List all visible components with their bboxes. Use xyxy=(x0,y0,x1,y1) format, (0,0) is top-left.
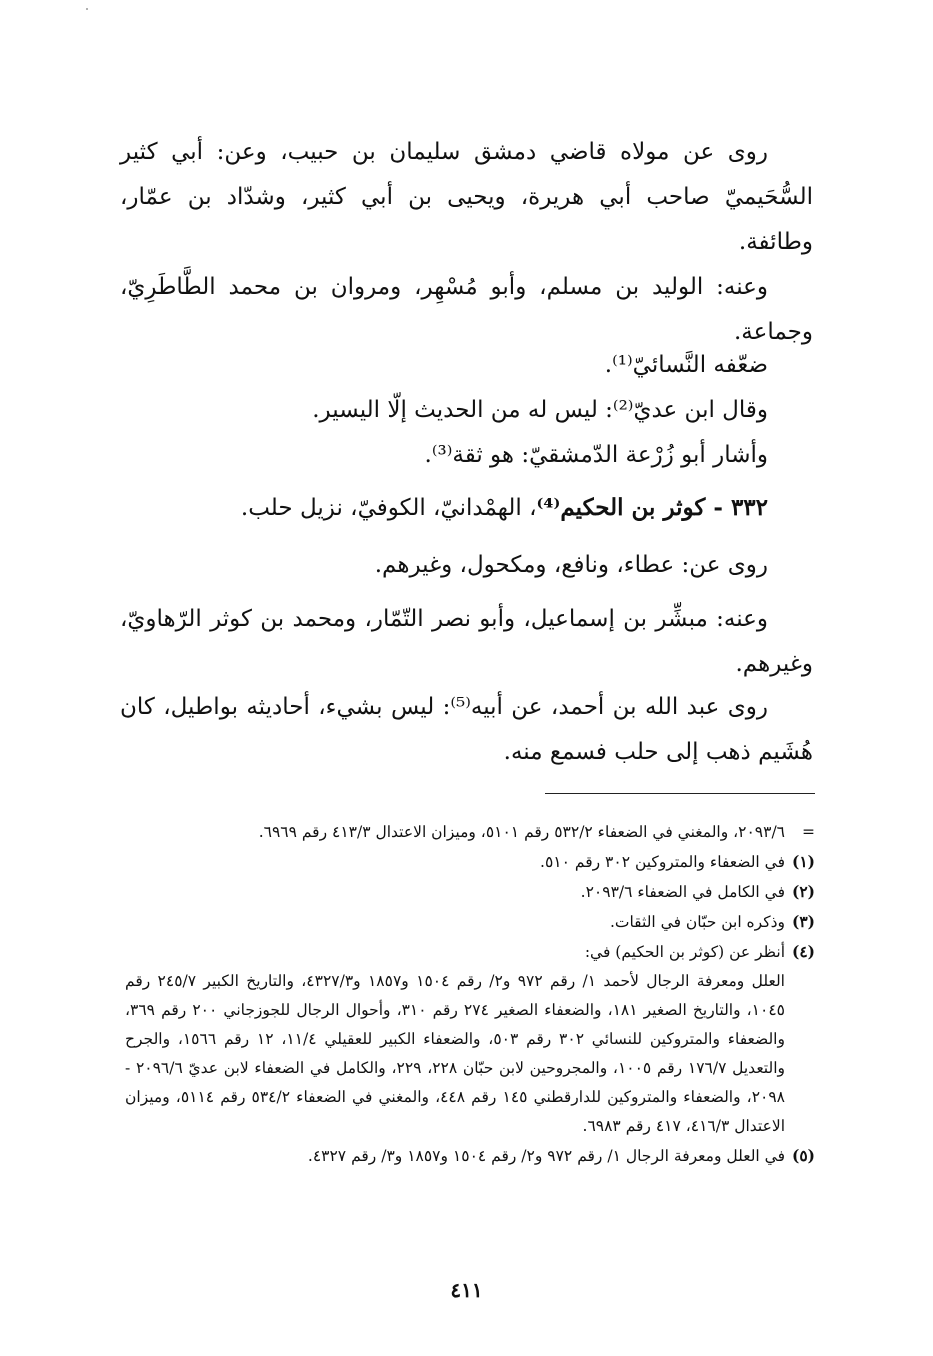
main-text-group-5 xyxy=(120,597,813,687)
main-text-group-4 xyxy=(120,543,813,588)
paragraph-entry-narrated-from: روى عن: عطاء، ونافع، ومكحول، وغيرهم. xyxy=(374,552,768,578)
paragraph-narrators-from-him: وعنه: الوليد بن مسلم، وأبو مُسْهِر، ومروان بن محمد الطَّاطَرِيّ، وجماعة. xyxy=(120,274,813,345)
footnote-text: في الكامل في الضعفاء ٢٠٩٣/٦. xyxy=(580,883,785,901)
entry-nisba: ، الهمْدانيّ، الكوفيّ، نزيل حلب. xyxy=(240,495,537,521)
footnote-2 xyxy=(125,877,815,907)
page-number: ٤١١ xyxy=(450,1278,483,1302)
line-ibn-adi: وقال ابن عديّ⁽²⁾: ليس له من الحديث إلّا اليسير. xyxy=(312,397,768,423)
footnote-1 xyxy=(125,847,815,877)
entry-332 xyxy=(120,485,813,531)
biography-entry-heading xyxy=(120,485,813,531)
footnote-number: (١) xyxy=(791,852,815,871)
main-text-group-6 xyxy=(120,685,813,775)
main-text-group-3 xyxy=(120,343,813,478)
line-abu-zura: وأشار أبو زُرْعة الدّمشقيّ: هو ثقة⁽³⁾. xyxy=(424,442,768,468)
footnote-number: (٣) xyxy=(791,912,815,931)
footnote-number: (٥) xyxy=(791,1146,815,1165)
paragraph-abdullah-ibn-ahmad: روى عبد الله بن أحمد، عن أبيه⁽⁵⁾: ليس بشيء، أحاديثه بواطيل، كان هُشَيم ذهب إلى حلب فسمع منه. xyxy=(120,694,813,765)
footnote-4 xyxy=(125,937,815,967)
footnote-4-sources: العلل ومعرفة الرجال لأحمد ١/ رقم ٩٧٢ و٢/ رقم ١٥٠٤ و١٨٥٧ و٤٣٢٧/٣، والتاريخ الكبير ٢٤٥/٧ رقم ١٠٤٥، والتاريخ الصغير ١٨١، والضعفاء الصغير ٢٧٤ رقم ٣١٠، وأحوال الرجال للجوزجاني ٢٠٠ رقم ٣٦٩، والضعفاء والمتروكين للنسائي ٣٠٢ رقم ٥٠٣، والضعفاء الكبير للعقيلي ١١/٤، ١٢ رقم ١٥٦٦، والجرح والتعديل ١٧٦/٧ رقم ١٠٠٥، والمجروحين لابن حبّان ٢٢٨، ٢٢٩، والكامل في الضعفاء لابن عديّ ٢٠٩٦/٦ - ٢٠٩٨، والضعفاء والمتروكين للدارقطني ١٤٥ رقم ٤٤٨، والمغني في الضعفاء ٥٣٤/٢ رقم ٥١١٤، وميزان الاعتدال ٤١٦/٣، ٤١٧ رقم ٦٩٨٣. xyxy=(125,972,785,1135)
footnote-continuation-text: ٢٠٩٣/٦، والمغني في الضعفاء ٥٣٢/٢ رقم ٥١٠١، وميزان الاعتدال ٤١٣/٣ رقم ٦٩٦٩. xyxy=(258,823,785,841)
main-text-group-2 xyxy=(120,265,813,355)
footnote-text: في العلل ومعرفة الرجال ١/ رقم ٩٧٢ و٢/ رقم ١٥٠٤ و١٨٥٧ و٣/ رقم ٤٣٢٧. xyxy=(307,1147,785,1165)
continuation-mark: = xyxy=(802,823,815,841)
scan-speck xyxy=(86,8,88,10)
paragraph-entry-narrators-from-him: وعنه: مبشِّر بن إسماعيل، وأبو نصر التّمّار، ومحمد بن كوثر الرّهاويّ، وغيرهم. xyxy=(120,606,813,677)
footnote-number: (٢) xyxy=(791,882,815,901)
footnote-3 xyxy=(125,907,815,937)
footnote-5 xyxy=(125,1141,815,1171)
footnote-number: (٤) xyxy=(791,942,815,961)
footnote-separator xyxy=(545,793,815,794)
footnote-continuation xyxy=(125,818,815,847)
paragraph-narrated-from: روى عن مولاه قاضي دمشق سليمان بن حبيب، وعن: أبي كثير السُّحَيميّ صاحب أبي هريرة، ويحيى بن أبي كثير، وشدّاد بن عمّار، وطائفة. xyxy=(120,139,813,255)
footnote-text: أنظر عن (كوثر بن الحكيم) في: xyxy=(584,943,785,961)
footnote-text: في الضعفاء والمتروكين ٣٠٢ رقم ٥١٠. xyxy=(540,853,785,871)
footnotes xyxy=(125,818,815,1171)
footnote-text: وذكره ابن حبّان في الثقات. xyxy=(609,913,785,931)
main-text-group-1 xyxy=(120,130,813,265)
line-weakened-by-nasai: ضعّفه النَّسائيّ⁽¹⁾. xyxy=(604,352,768,378)
entry-name: ٣٣٢ - كوثر بن الحكيم⁽⁴⁾ xyxy=(536,494,768,521)
